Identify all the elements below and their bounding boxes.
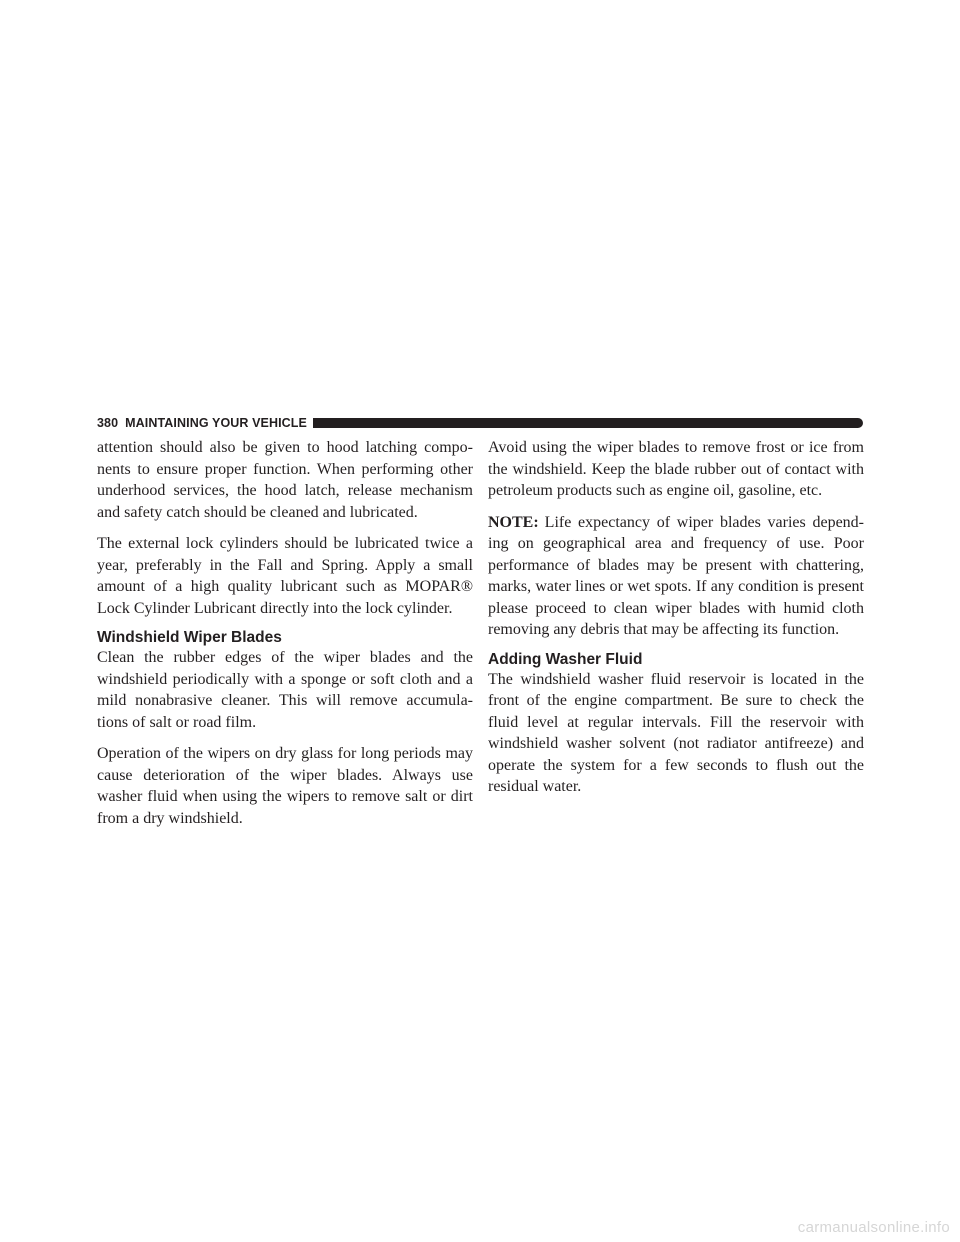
wiper-blades-heading: Windshield Wiper Blades [97, 629, 282, 646]
frost-ice-paragraph: Avoid using the wiper blades to remove frost or ice from the windshield. Keep the blade rubber out of contact with petroleum products such as engine oil, gasoline, etc. [488, 439, 864, 499]
lock-cylinder-paragraph: The external lock cylinders should be lubricated twice a year, preferably in the Fall and Spring. Apply a small amount of a high quality lubricant such as MOPAR® Lock Cylinder Lubricant directly into the lock cylinder. [97, 535, 473, 617]
note-text: Life expectancy of wiper blades varies depend-ing on geographical area and frequency of use. Poor performance of blades may be present with chattering, marks, water lines or wet spots. If any condition is present please proceed to clean wiper blades with humid cloth removing any debris that may be affecting its function. [488, 513, 864, 638]
wiper-dry-glass-paragraph: Operation of the wipers on dry glass for long periods may cause deterioration of the wiper blades. Always use washer fluid when using the wipers to remove salt or dirt from a dry windshield. [97, 745, 473, 827]
page-number: 380 [97, 416, 119, 430]
washer-fluid-paragraph: The windshield washer fluid reservoir is located in the front of the engine compartment. Be sure to check the fluid level at regular intervals. Fill the reservoir with windshield washer solvent (not radiator antifreeze) and operate the system for a few seconds to flush out the residual water. [488, 670, 864, 795]
right-column [488, 437, 864, 808]
watermark: carmanualsonline.info [797, 1219, 950, 1236]
washer-fluid-heading: Adding Washer Fluid [488, 650, 643, 668]
left-column [97, 437, 473, 839]
hood-latch-paragraph: attention should also be given to hood latching compo-nents to ensure proper function. When performing other underhood services, the hood latch, release mechanism and safety catch should be cleaned and lubricated. [97, 439, 473, 521]
header-text [97, 416, 313, 430]
page-header [97, 416, 863, 430]
section-title: MAINTAINING YOUR VEHICLE [125, 416, 307, 430]
note-label: NOTE: [488, 513, 539, 531]
wiper-cleaning-paragraph: Clean the rubber edges of the wiper blades and the windshield periodically with a sponge or soft cloth and a mild nonabrasive cleaner. This will remove accumula-tions of salt or road film. [97, 649, 473, 731]
note-paragraph [488, 512, 864, 641]
